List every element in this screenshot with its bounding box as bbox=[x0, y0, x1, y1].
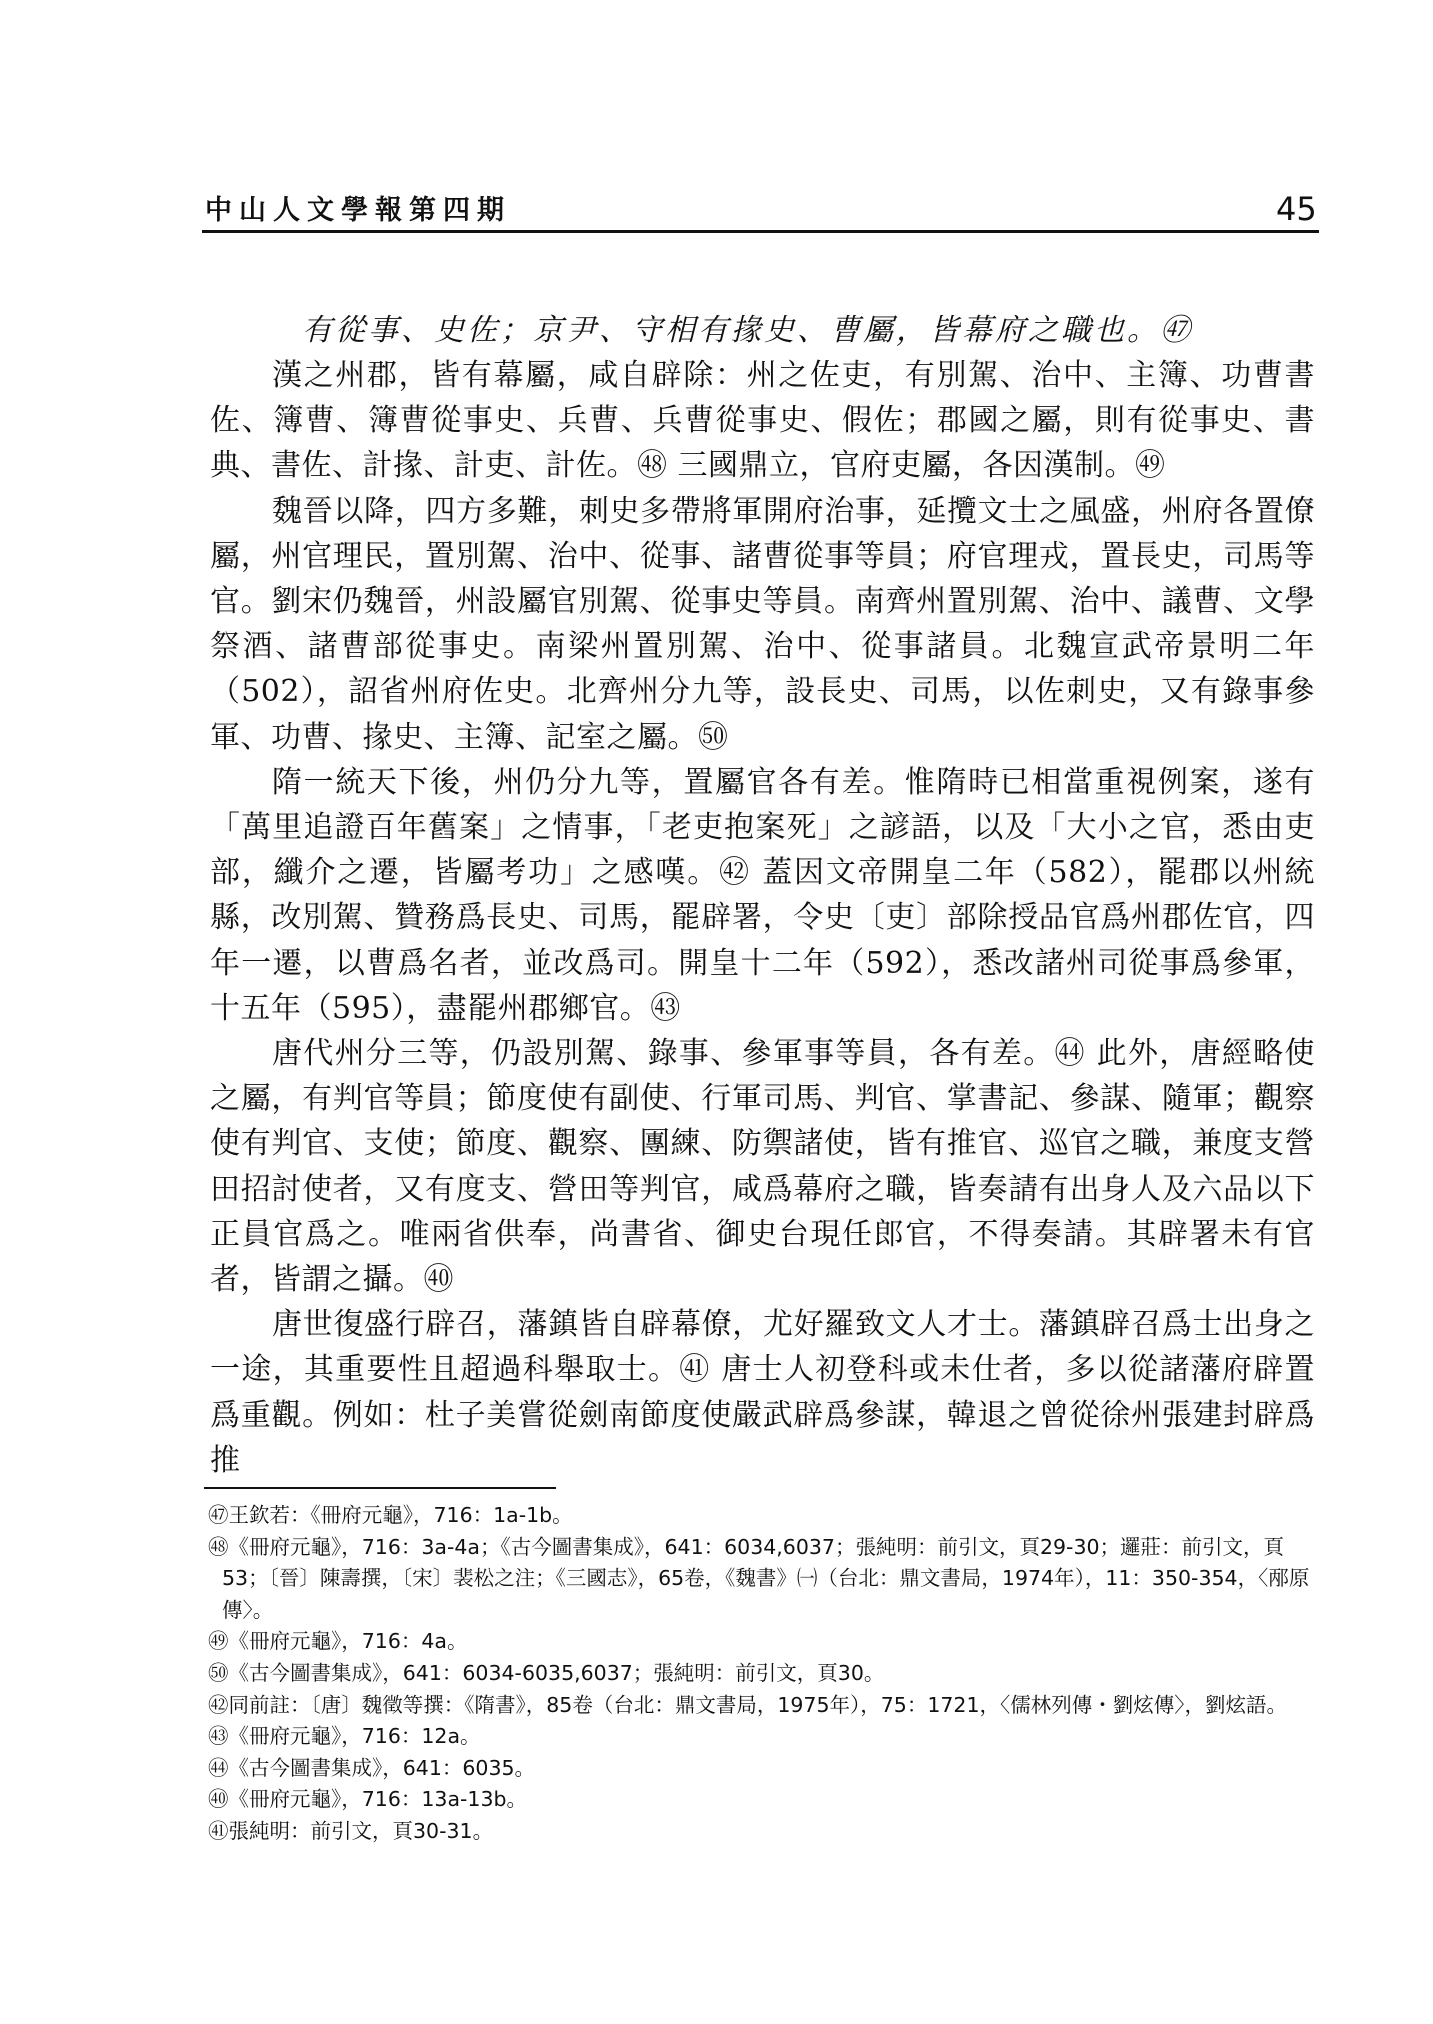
footnote-59: ㊹《古今圖書集成》，641：6035。 bbox=[208, 1755, 536, 1780]
footnote-55: ㊾《冊府元龜》，716：4a。 bbox=[208, 1629, 468, 1654]
footnote-53: ㊼王欽若：《冊府元龜》，716：1a-1b。 bbox=[208, 1503, 573, 1527]
journal-title: 中山人文學報第四期 bbox=[205, 195, 511, 226]
footnote-57: ㊷同前註：〔唐〕魏徵等撰：《隋書》，85卷（台北：鼎文書局，1975年），75：1721，〈儒林列傳・劉炫傳〉，劉炫語。 bbox=[208, 1692, 1288, 1717]
footnote-54: ㊽《冊府元龜》，716：3a-4a；《古今圖書集成》，641：6034,6037；張純明：前引文，頁29-30；邏莊：前引文，頁53；〔晉〕陳壽撰，〔宋〕裴松之注；《三國志》，65卷，《魏書》㈠（台北：鼎文書局，1974年），11：350-354，〈邴原傳〉。 bbox=[208, 1534, 1310, 1622]
footnote-61: ㊶張純明：前引文，頁30-31。 bbox=[208, 1818, 494, 1843]
footnote-rule bbox=[204, 1487, 556, 1489]
paragraph-tang: 唐代州分三等，仍設別駕、錄事、參軍事等員，各有差。㊹ 此外，唐經略使之屬，有判官等員；節度使有副使、行軍司馬、判官、掌書記、參謀、隨軍；觀察使有判官、支使；節度、觀察、團練、防禦諸使，皆有推官、巡官之職，兼度支營田招討使者，又有度支、營田等判官，咸爲幕府之職，皆奏請有出身人及六品以下正員官爲之。唯兩省供奉，尚書省、御史台現任郎官，不得奏請。其辟署未有官者，皆謂之攝。㊵ bbox=[210, 1036, 1315, 1298]
footnote-60: ㊵《冊府元龜》，716：13a-13b。 bbox=[208, 1787, 528, 1812]
paragraph-sui: 隋一統天下後，州仍分九等，置屬官各有差。惟隋時已相當重視例案，遂有「萬里追證百年舊案」之情事，「老吏抱案死」之諺語，以及「大小之官，悉由吏部，纖介之遷，皆屬考功」之感嘆。㊷ 蓋因文帝開皇二年（582），罷郡以州統縣，改別駕、贊務爲長史、司馬，罷辟署，令史〔吏〕部除授品官爲州郡佐官，四年一遷，以曹爲名者，並改爲司。開皇十二年（592），悉改諸州司從事爲參軍，十五年（595），盡罷州郡鄉官。㊸ bbox=[210, 764, 1315, 1026]
page-number: 45 bbox=[1276, 190, 1317, 228]
paragraph-wei-jin: 魏晉以降，四方多難，刺史多帶將軍開府治事，延攬文士之風盛，州府各置僚屬，州官理民，置別駕、治中、從事、諸曹從事等員；府官理戎，置長史，司馬等官。劉宋仍魏晉，州設屬官別駕、從事史等員。南齊州置別駕、治中、議曹、文學祭酒、諸曹部從事史。南梁州置別駕、治中、從事諸員。北魏宣武帝景明二年（502），詔省州府佐史。北齊州分九等，設長史、司馬，以佐刺史，又有錄事參軍、功曹、掾史、主簿、記室之屬。㊿ bbox=[210, 493, 1315, 755]
paragraph-tang-recruitment: 唐世復盛行辟召，藩鎮皆自辟幕僚，尤好羅致文人才士。藩鎮辟召爲士出身之一途，其重要性且超過科舉取士。㊶ 唐士人初登科或未仕者，多以從諸藩府辟置爲重觀。例如：杜子美嘗從劍南節度使嚴武辟爲參謀，韓退之曾從徐州張建封辟爲推 bbox=[210, 1307, 1315, 1478]
header-rule bbox=[202, 230, 1319, 233]
body-text bbox=[210, 308, 1315, 1483]
footnote-56: ㊿《古今圖書集成》，641：6034-6035,6037；張純明：前引文，頁30。 bbox=[208, 1660, 885, 1685]
footnotes bbox=[208, 1500, 1318, 1848]
block-quote: 有從事、史佐；京尹、守相有掾史、曹屬，皆幕府之職也。㊼ bbox=[302, 313, 1193, 348]
paragraph-han: 漢之州郡，皆有幕屬，咸自辟除：州之佐吏，有別駕、治中、主簿、功曹書佐、簿曹、簿曹從事史、兵曹、兵曹從事史、假佐；郡國之屬，則有從事史、書典、書佐、計掾、計吏、計佐。㊽ 三國鼎立，官府吏屬，各因漢制。㊾ bbox=[210, 358, 1315, 484]
footnote-58: ㊸《冊府元龜》，716：12a。 bbox=[208, 1724, 481, 1749]
